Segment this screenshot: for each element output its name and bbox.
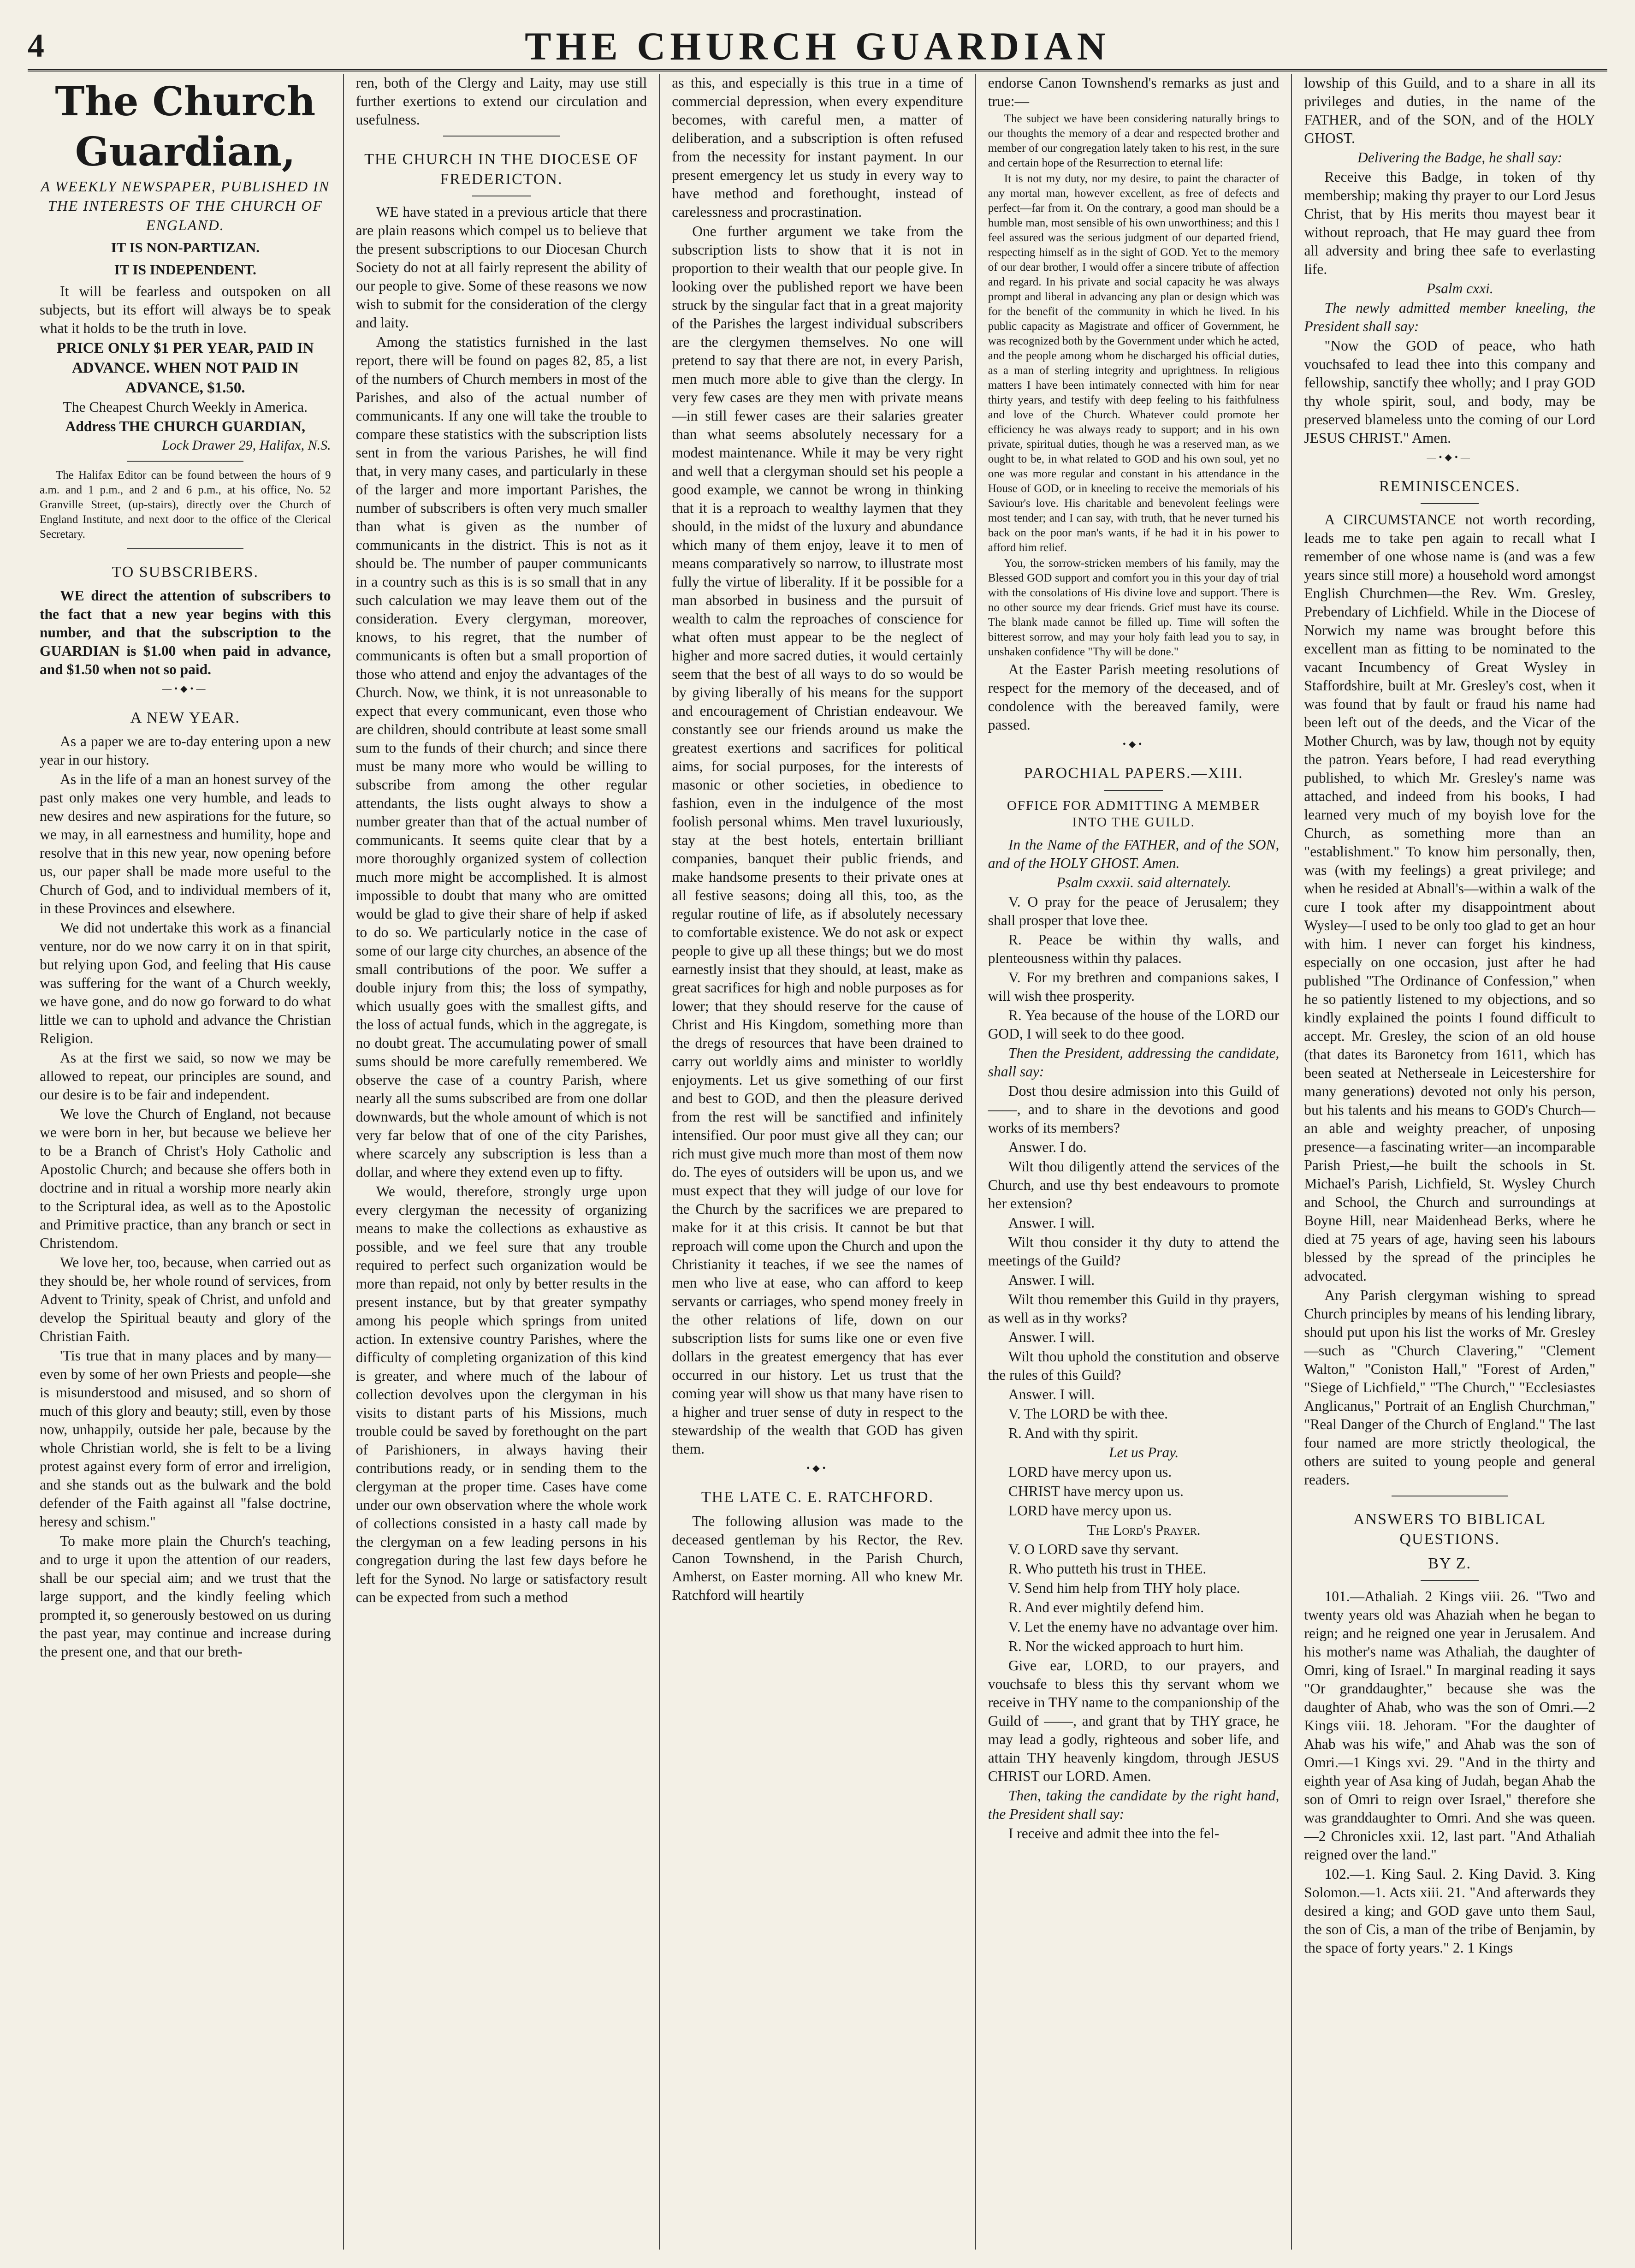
guild-office-line: Give ear, LORD, to our prayers, and vouchsafe to bless this thy servant whom we receive in THY name to the companionship of the Guild of ——, and grant that by THY grace, he may lead a godly, righteous and sober life, and attain THY heavenly kingdom, through JESUS CHRIST our LORD. Amen.	[988, 1657, 1280, 1785]
page-number: 4	[28, 27, 44, 64]
guild-office-rubric: Delivering the Badge, he shall say:	[1357, 149, 1563, 166]
column-2	[344, 74, 660, 2250]
guild-office-line: Psalm cxxxii. said alternately.	[1056, 874, 1232, 891]
columns	[28, 74, 1607, 2250]
running-header	[28, 18, 1607, 71]
divider	[443, 136, 560, 137]
new-year-heading: A NEW YEAR.	[130, 709, 240, 727]
divider	[1421, 503, 1479, 504]
nonpartizan-line: IT IS NON-PARTIZAN.	[111, 239, 260, 256]
guild-office-line: R. Nor the wicked approach to hurt him.	[1008, 1638, 1244, 1655]
column-5	[1292, 74, 1607, 2250]
column-1	[28, 74, 344, 2250]
parochial-papers-heading: PAROCHIAL PAPERS.—XIII.	[1024, 765, 1244, 782]
guild-office-rubric: The newly admitted member kneeling, the President shall say:	[1304, 300, 1595, 334]
sermon-quote: You, the sorrow-stricken members of his family, may the Blessed GOD support and comfort you in this your day of trial with the consolations of His divine love and support. There is no other source my dear friends. Grief must have its course. The blank made cannot be filled up. Time will soften the bitterest sorrow, and may your holy faith lead you to say, in unshaken confidence "Thy will be done."	[988, 557, 1280, 658]
guild-office-line: V. For my brethren and companions sakes, I will wish thee prosperity.	[988, 969, 1280, 1004]
fredericton-heading: THE CHURCH IN THE DIOCESE OF FREDERICTON.	[364, 151, 639, 188]
guild-office-line: Wilt thou diligently attend the services of the Church, and use thy best endeavours to promote her extension?	[988, 1158, 1280, 1212]
sermon-quote: The subject we have been considering naturally brings to our thoughts the memory of a dear and respected brother and member of our congregation lately taken to his rest, in the sure and certain hope of the Resurrection to eternal life:	[988, 113, 1280, 169]
guild-office-line: Wilt thou consider it thy duty to attend the meetings of the Guild?	[988, 1234, 1280, 1269]
guild-office-line: In the Name of the FATHER, and of the SON, and of the HOLY GHOST. Amen.	[988, 837, 1280, 872]
guild-office-rubric: Psalm cxxi.	[1426, 280, 1493, 297]
new-year-paragraph: As in the life of a man an honest survey of the past only makes one very humble, and leads to new desires and new aspirations for the future, so we may, in all earnestness and humility, hope and resolve that in this new year, now opening before us, our paper shall be made more useful to the Church of God, and to individual members of it, in these Provinces and elsewhere.	[40, 771, 331, 917]
column-3	[660, 74, 976, 2250]
fredericton-paragraph: One further argument we take from the subscription lists to show that it is not in proportion to their wealth that our people give. In looking over the published report we have been struck by the singular fact that in a great majority of the Parishes the largest individual subscribers are the clergymen themselves. No one will pretend to say that there are not, in every Parish, men much more able to give than the clergy. In very few cases are they men with private means—in still fewer cases are their salaries greater than what seems absolutely necessary for a modest maintenance. While it may be very right and well that a clergyman should set his people a good example, we cannot be wrong in thinking that it is a reproach to wealthy laymen that they should, in the midst of the luxury and abundance which many of them enjoy, leave it to men of means comparatively so narrow, to illustrate most fully the virtue of liberality. If it be possible for a man absorbed in business and the pursuit of wealth to calm the reproaches of conscience for what often must appear to be the neglect of higher and more sacred duties, it would certainly seem that the best of all ways to do so would be by giving liberally of his means for the support and encouragement of Christian endeavour. We constantly see our friends around us make the greatest exertions and sacrifices for political aims, for social purposes, for the interests of masonic or other societies, in obedience to fashion, even in the indulgence of the most foolish personal whims. Men travel luxuriously, stay at the best hotels, entertain brilliant companies, banquet their public friends, and make handsome presents to their private ones at all festive seasons; doing all this, too, as the regular routine of life, as if absolutely necessary to comfortable existence. We do not ask or expect people to give up all these things; but we do most earnestly insist that they should, at least, make as great sacrifices for high and noble purposes as for lower; that they should reserve for the cause of Christ and His Kingdom, something more than the dregs of resources that have been drained to carry out worldly aims and minister to worldly enjoyments. Let us give something of our first and best to GOD, and then the pleasure derived from the rest will be sanctified and infinitely intensified. Our poor must give all they can; our rich must give much more than most of them now do. The eyes of outsiders will be upon us, and we must expect that they will judge of our love for the Church by the sacrifices we are prepared to make for it at this crisis. It cannot be but that reproach will come upon the Church and upon the Christianity it teaches, if we see the names of men who live at ease, who can afford to keep servants or carriages, who spend money freely in the other relations of life, down on our subscription lists for sums like one or even five dollars in the greatest emergency that has ever occurred in our history. Let us trust that the coming year will show us that many have risen to a higher and truer sense of duty in respect to the stewardship of the wealth that GOD has given them.	[672, 223, 963, 1457]
guild-office-line: Then the President, addressing the candidate, shall say:	[988, 1045, 1280, 1080]
price-notice: PRICE ONLY $1 PER YEAR, PAID IN ADVANCE. WHEN NOT PAID IN ADVANCE, $1.50.	[56, 339, 314, 396]
guild-office-line: Answer. I do.	[1008, 1139, 1087, 1156]
guild-office-line: R. Who putteth his trust in THEE.	[1008, 1561, 1207, 1577]
new-year-paragraph: To make more plain the Church's teaching, and to urge it upon the attention of our readers, shall be our special aim; and we trust that the large support, and the kindly feeling which prompted it, so generously bestowed on us during the past year, may continue and increase during the present one, and that our breth-	[40, 1533, 331, 1660]
answers-byline: BY Z.	[1428, 1555, 1472, 1572]
guild-office-line: V. Let the enemy have no advantage over him.	[1008, 1619, 1279, 1635]
guild-office-line: R. And with thy spirit.	[1008, 1425, 1138, 1442]
ratchford-continued: endorse Canon Townshend's remarks as just and true:—	[988, 75, 1280, 109]
guild-office-heading: OFFICE FOR ADMITTING A MEMBER INTO THE GUILD.	[1007, 798, 1261, 830]
ratchford-intro: The following allusion was made to the deceased gentleman by his Rector, the Rev. Canon Townshend, in the Parish Church, Amherst, on Easter morning. All who knew Mr. Ratchford will heartily	[672, 1513, 963, 1603]
subscribers-heading: TO SUBSCRIBERS.	[112, 563, 259, 581]
new-year-paragraph: We love the Church of England, not because we were born in her, but because we believe her to be a Branch of Christ's Holy Catholic and Apostolic Church; and because she offers both in doctrine and in ritual a worship more nearly akin to the Scriptural idea, as well as to the Apostolic and Primitive practice, than any branch or sect in Christendom.	[40, 1106, 331, 1252]
new-year-paragraph: We love her, too, because, when carried out as they should be, her whole round of services, from Advent to Trinity, speak of Christ, and unfold and develop the Spiritual beauty and glory of the Christian Faith.	[40, 1254, 331, 1345]
ratchford-heading: THE LATE C. E. RATCHFORD.	[701, 1489, 934, 1506]
guild-office-line: R. Yea because of the house of the LORD our GOD, I will seek to do thee good.	[988, 1007, 1280, 1042]
guild-office-line: Answer. I will.	[1008, 1386, 1095, 1403]
reminiscences-paragraph: Any Parish clergyman wishing to spread Church principles by means of his lending library, should put upon his list the works of Mr. Gresley—such as "Church Clavering," "Clement Walton," "Coniston Hall," "Forest of Arden," "Siege of Lichfield," "The Church," "Ecclesiastes Anglicanus," Portrait of an English Churchman," "Real Danger of the Church of England." The last four named are more strictly theological, the others are suited to young people and general readers.	[1304, 1287, 1595, 1488]
ornament-divider: —•◆•—	[162, 683, 208, 694]
divider	[1421, 1580, 1479, 1581]
subscribers-text: WE direct the attention of subscribers to the fact that a new year begins with this number, and that the subscription to the GUARDIAN is $1.00 when paid in advance, and $1.50 when not so paid.	[40, 587, 331, 677]
guild-office-line: V. The LORD be with thee.	[1008, 1406, 1168, 1422]
independent-line: IT IS INDEPENDENT.	[114, 261, 256, 278]
guild-office-line: LORD have mercy upon us.	[1008, 1464, 1172, 1480]
continued-paragraph: ren, both of the Clergy and Laity, may use still further exertions to extend our circulation and usefulness.	[355, 75, 647, 128]
guild-office-line: Wilt thou remember this Guild in thy prayers, as well as in thy works?	[988, 1291, 1280, 1326]
fredericton-paragraph: We would, therefore, strongly urge upon every clergyman the necessity of organizing means to make the collections as exhaustive as possible, and we feel sure that any trouble required to perfect such organization would be more than repaid, not only by better results in the present instance, but by that greater sympathy among his people which springs from united action. In extensive country Parishes, where the difficulty of completing organization of this kind is greater, and where much of the labour of collection devolves upon the clergyman in his visits to distant parts of his Missions, much trouble could be saved by forethought on the part of Parishioners, in always having their contributions ready, or in sending them to the clergyman at the proper time. Cases have come under our own observation where the whole work of collections consisted in a hasty call made by the clergyman on a few leading persons in his congregation during the last few days before he left for the Synod. No large or satisfactory result can be expected from such a method	[355, 1183, 647, 1606]
guild-office-line: Let us Pray.	[1108, 1444, 1179, 1461]
cheapest-line: The Cheapest Church Weekly in America.	[63, 398, 308, 415]
fredericton-paragraph: Among the statistics furnished in the last report, there will be found on pages 82, 85, a list of the numbers of Church members in most of the Parishes, and also of the actual number of communicants. If any one will take the trouble to compare these statistics with the subscription lists sent in from the various Parishes, he will find that, in very many cases, and particularly in these of the larger and more important Parishes, the number of subscribers is often very much smaller than what is given as the number of communicants in the district. This is not as it should be. The number of pauper communicants in a country such as this is is so small that in any such calculation we may leave them out of the consideration. Every clergyman, moreover, knows, to his regret, that the number of communicants is often but a small proportion of those who attend and enjoy the advantages of the Church. Now, we think, it is not unreasonable to expect that every communicant, even those who are children, should contribute at least some small sum to the funds of their church; and since there must be many more who would be willing to subscribe from among the other regular attendants, the lists ought always to show a number greater than that of the actual number of communicants. It seems quite clear that by a more thoroughly organized system of collection much more might be accomplished. It is almost impossible to doubt that many who are omitted would be glad to give their share of help if asked to do so. We particularly notice in the case of some of our large city churches, an absence of the small contributions of the poor. We suffer a double injury from this; the loss of sympathy, which usually goes with the smallest gifts, and the loss of actual funds, which in the aggregate, is no doubt great. The accumulating power of small sums should be more carefully remembered. We observe the case of a country Parish, where nearly all the sums subscribed are from one dollar downwards, but the whole amount of which is not very far below that of one of the city Parishes, where scarcely any subscription is less than a dollar, and where they extend even up to fifty.	[355, 334, 647, 1181]
guild-office-line: R. And ever mightily defend him.	[1008, 1599, 1204, 1616]
guild-office-line: Dost thou desire admission into this Guild of ——, and to share in the devotions and good works of its members?	[988, 1083, 1280, 1136]
address-line: Address THE CHURCH GUARDIAN,	[65, 418, 305, 434]
guild-office-line: Receive this Badge, in token of thy membership; making thy prayer to our Lord Jesus Christ, that by His merits thou mayest bear it without reproach, that He may guard thee from all adversity and bring thee safe to everlasting life.	[1304, 169, 1595, 277]
guild-office-line: V. O LORD save thy servant.	[1008, 1541, 1179, 1558]
guild-office-line: V. Send him help from THY holy place.	[1008, 1580, 1240, 1597]
guild-office-line: "Now the GOD of peace, who hath vouchsafed to lead thee into this company and fellowship, sanctify thee wholly; and I pray GOD thy whole spirit, soul, and body, may be preserved blameless unto the coming of our Lord JESUS CHRIST." Amen.	[1304, 338, 1595, 446]
column-4	[976, 74, 1292, 2250]
fredericton-continued: as this, and especially is this true in a time of commercial depression, when every expenditure becomes, with careful men, a matter of deliberation, and a subscription is often refused from the necessity for instant payment. In our present emergency let us study in every way to have method and forethought, instead of carelessness and procrastination.	[672, 75, 963, 220]
newspaper-title: THE CHURCH GUARDIAN	[525, 24, 1110, 68]
new-year-paragraph: 'Tis true that in many places and by many—even by some of her own Priests and people—she is misunderstood and misused, and so shorn of much of this glory and beauty; still, even by those now, unhappily, outside her pale, because by the whole Christian world, she is felt to be a living protest against every form of error and irreligion, and she stands out as the bulwark and the bold defender of the Faith against all "false doctrine, heresy and schism."	[40, 1348, 331, 1530]
address-box: Lock Drawer 29, Halifax, N.S.	[161, 437, 331, 453]
easter-meeting-paragraph: At the Easter Parish meeting resolutions of respect for the memory of the deceased, and of condolence with the bereaved family, were passed.	[988, 661, 1280, 733]
guild-office-line: Wilt thou uphold the constitution and observe the rules of this Guild?	[988, 1348, 1280, 1383]
masthead-tagline: A WEEKLY NEWSPAPER, PUBLISHED IN THE INTERESTS OF THE CHURCH OF ENGLAND.	[41, 178, 330, 233]
office-note: The Halifax Editor can be found between the hours of 9 a.m. and 1 p.m., and 2 and 6 p.m., at his office, No. 52 Granville Street, (up-stairs), directly over the Church of England Institute, and next door to the office of the Clerical Secretary.	[40, 469, 331, 540]
guild-office-line: Answer. I will.	[1008, 1215, 1095, 1231]
guild-office-line: The Lord's Prayer.	[1087, 1522, 1201, 1538]
guild-office-line: Then, taking the candidate by the right hand, the President shall say:	[988, 1787, 1280, 1823]
new-year-paragraph: We did not undertake this work as a financial venture, nor do we now carry it on in that spirit, but relying upon God, and feeling that His cause was suffering for the want of a Church weekly, we have gone, and do now go forward to do what little we can to uphold and advance the Christian Religion.	[40, 920, 331, 1047]
reminiscences-heading: REMINISCENCES.	[1379, 478, 1521, 495]
ornament-divider: —•◆•—	[794, 1463, 841, 1473]
guild-office-line: LORD have mercy upon us.	[1008, 1502, 1172, 1519]
guild-office-line: R. Peace be within thy walls, and plenteousness within thy palaces.	[988, 932, 1280, 967]
divider	[1104, 790, 1162, 791]
new-year-paragraph: As a paper we are to-day entering upon a new year in our history.	[40, 733, 331, 768]
ornament-divider: —•◆•—	[1110, 739, 1157, 749]
intro-paragraph: It will be fearless and outspoken on all subjects, but its effort will always be to speak what it holds to be the truth in love.	[40, 283, 331, 336]
guild-office-continued: lowship of this Guild, and to a share in all its privileges and duties, in the name of the FATHER, and of the SON, and of the HOLY GHOST.	[1304, 75, 1595, 146]
answers-heading: ANSWERS TO BIBLICAL QUESTIONS.	[1353, 1510, 1546, 1548]
guild-office-line: Answer. I will.	[1008, 1329, 1095, 1346]
new-year-paragraph: As at the first we said, so now we may be allowed to repeat, our principles are sound, and our desire is to be fair and independent.	[40, 1050, 331, 1103]
masthead: The Church Guardian,	[55, 78, 316, 176]
guild-office-line: CHRIST have mercy upon us.	[1008, 1483, 1184, 1500]
divider	[127, 548, 243, 549]
guild-office-line: I receive and admit thee into the fel-	[1008, 1825, 1220, 1842]
divider	[127, 461, 243, 462]
fredericton-paragraph: WE have stated in a previous article that there are plain reasons which compel us to believe that the present subscriptions to our Diocesan Church Society do not at all fairly represent the ability of our people to give. Some of these reasons we now wish to submit for the consideration of the clergy and laity.	[355, 204, 647, 331]
reminiscences-paragraph: A CIRCUMSTANCE not worth recording, leads me to take pen again to recall what I remember of one whose name is (and was a few years since still more) a household word amongst English Churchmen—the Rev. Wm. Gresley, Prebendary of Lichfield. While in the Diocese of Norwich my name was brought before this excellent man as fitting to be nominated to the vacant Incumbency of Great Wysley in Staffordshire, built at Mr. Gresley's cost, when it was found that by fault or fraud his name had been left out of the deeds, and the Vicar of the Mother Church, was by law, though not by equity the patron. Years before, I had read everything published, to which Mr. Gresley's name was attached, and indeed from his books, I had learned very much of my boyish love for the Church, as something more than an "establishment." To know him personally, then, was (with my feelings) a great privilege; and when he resided at Abnall's—within a walk of the cure I took after my disappointment about Wysley—I used to be only too glad to get an hour with him. I never can forget his kindness, especially on one occasion, just after he had published "The Ordinance of Confession," when he so patiently listened to my objections, and so kindly explained the points I found difficult to accept. Mr. Gresley, the scion of an old house (that dates its Baronetcy from 1611, which has been seated at Netherseale in Leicestershire for many generations) devoted not only his person, but his talents and his means to GOD's Church—an able and weighty preacher, of unposing presence—a fascinating writer—an incomparable Parish Priest,—he built the schools in St. Michael's Parish, Lichfield, St. Wysley Church and School, the Church and surroundings at Boyne Hill, near Maidenhead Berks, where he died at 75 years of age, having seen his labours blessed by the spread of the principles he advocated.	[1304, 511, 1595, 1284]
guild-office-line: V. O pray for the peace of Jerusalem; they shall prosper that love thee.	[988, 894, 1280, 929]
ornament-divider: —•◆•—	[1427, 452, 1473, 463]
sermon-quote: It is not my duty, nor my desire, to paint the character of any mortal man, however excellent, as free of defects and perfect—far from it. On the contrary, a good man should be a humble man, most sensible of his own unworthiness; and this I feel assured was the serious judgment of our departed friend, respecting himself as in the sight of GOD. Yet to the memory of our dear brother, I would offer a sincere tribute of affection and regard. In his private and social capacity he was always prompt and liberal in advancing any plan or design which was for the benefit of the community in which he lived. In his public capacity as Magistrate and officer of Government, he was recognized both by the Government under which he acted, and the people among whom he discharged his official duties, as a man of sterling integrity and uprightness. In religious matters I have been intimately connected with him for near thirty years, and testify with deep feeling to his faithfulness and love of the Church. Whatever could promote her efficiency he was always ready to support; and in his own private, spiritual duties, though he was a reserved man, as we ought to be, in what related to GOD and his own soul, yet no one was more regular and constant in his attendance in the House of GOD, or in kneeling to receive the memorials of his Saviour's love. His charitable and benevolent feelings were most tender; and I can say, with truth, that he never turned his back on the poor man's wants, if he had it in his power to afford him relief.	[988, 172, 1280, 554]
answer-paragraph: 102.—1. King Saul. 2. King David. 3. King Solomon.—1. Acts xiii. 21. "And afterwards they desired a king; and GOD gave unto them Saul, the son of Cis, a man of the tribe of Benjamin, by the space of forty years." 2. 1 Kings	[1304, 1866, 1595, 1956]
answer-paragraph: 101.—Athaliah. 2 Kings viii. 26. "Two and twenty years old was Ahaziah when he began to reign; and he reigned one year in Jerusalem. And his mother's name was Athaliah, the daughter of Omri, king of Israel." In marginal reading it says "Or granddaughter," because she was the daughter of Ahab, who was the son of Omri.—2 Kings viii. 18. Jehoram. "For the daughter of Ahab was his wife," and Ahab was the son of Omri.—1 Kings xvi. 29. "And in the thirty and eighth year of Asa king of Judah, began Ahab the son of Omri to reign over Israel," therefore she was granddaughter to Omri. And she was queen.—2 Chronicles xxii. 12, last part. "And Athaliah reigned over the land."	[1304, 1588, 1595, 1863]
guild-office-line: Answer. I will.	[1008, 1272, 1095, 1288]
